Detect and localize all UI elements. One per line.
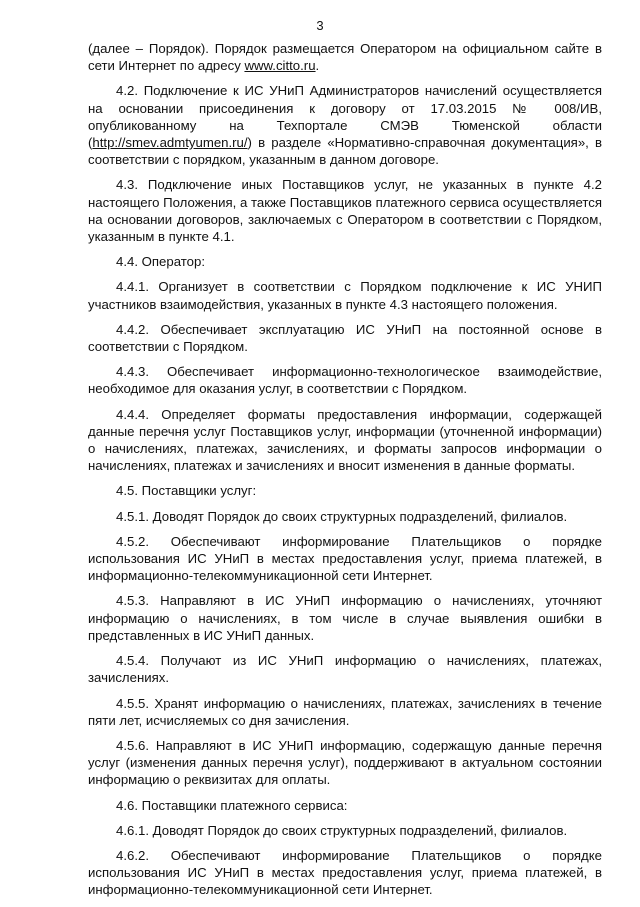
paragraph-4-4-2: 4.4.2. Обеспечивает эксплуатацию ИС УНиП на постоянной основе в соответствии с Порядком. [88,321,602,355]
paragraph-4-2-text: 4.2. Подключение к ИС УНиП Администраторов начислений осуществляется на основании присоединения к договору от 17.03.2015 № 008/ИВ, опубликованному на Техпортале СМЭВ Тюменской области ( [88,83,602,151]
section-heading-4-6: 4.6. Поставщики платежного сервиса: [116,797,348,813]
paragraph-4-5-1: 4.5.1. Доводят Порядок до своих структурных подразделений, филиалов. [116,508,568,524]
paragraph-4-5-6: 4.5.6. Направляют в ИС УНиП информацию, содержащую данные перечня услуг (изменения данных перечня услуг), поддерживают в актуальном состоянии информацию о реквизитах для оплаты. [88,737,602,788]
paragraph-4-5-2: 4.5.2. Обеспечивают информирование Плательщиков о порядке использования ИС УНиП в местах предоставления услуг, приема платежей, в информационно-телекоммуникационной сети Интернет. [88,533,602,584]
paragraph-4-4-4: 4.4.4. Определяет форматы предоставления информации, содержащей данные перечня услуг Поставщиков услуг, информации (уточненной информации) о начислениях, платежах, зачислениях, и форматы запросов информации о начислениях, платежах и зачислениях и вносит изменения в данные форматы. [88,406,602,474]
paragraph-4-2-tail: ) в разделе «Нормативно-справочная документация», в соответствии с порядком, указанным в данном договоре. [88,135,602,168]
paragraph-4-6-2: 4.6.2. Обеспечивают информирование Плательщиков о порядке использования ИС УНиП в местах предоставления услуг, приема платежей, в информационно-телекоммуникационной сети Интернет. [88,847,602,898]
paragraph-4-6-1: 4.6.1. Доводят Порядок до своих структурных подразделений, филиалов. [116,822,568,838]
paragraph-4-4-3: 4.4.3. Обеспечивает информационно-технологическое взаимодействие, необходимое для оказания услуг, в соответствии с Порядком. [88,364,602,397]
paragraph-4-3: 4.3. Подключение иных Поставщиков услуг, не указанных в пункте 4.2 настоящего Положения, а также Поставщиков платежного сервиса осуществляется на основании договоров, заключаемых с Оператором в соответствии с Порядком, указанным в пункте 4.1. [88,177,602,245]
paragraph-intro-text: (далее – Порядок). Порядок размещается Оператором на официальном сайте в сети Интернет по адресу [88,41,602,74]
section-heading-4-5: 4.5. Поставщики услуг: [116,483,257,499]
paragraph-4-5-3: 4.5.3. Направляют в ИС УНиП информацию о начислениях, уточняют информацию о начислениях, в том числе в случае выявления ошибки в представленных в ИС УНиП данных. [88,593,602,643]
document-body [88,40,602,907]
citto-link[interactable]: www.citto.ru [244,58,316,74]
page-number: 3 [316,18,324,33]
paragraph-intro-tail: . [315,58,320,74]
paragraph-4-5-4: 4.5.4. Получают из ИС УНиП информацию о начислениях, платежах, зачислениях. [88,653,602,686]
smev-link[interactable]: http://smev.admtyumen.ru/ [92,135,248,151]
paragraph-intro [88,40,602,74]
paragraph-4-2 [88,82,602,168]
paragraph-4-4-1: 4.4.1. Организует в соответствии с Порядком подключение к ИС УНИП участников взаимодействия, указанных в пункте 4.3 настоящего положения. [88,279,602,312]
section-heading-4-4: 4.4. Оператор: [116,254,205,270]
paragraph-4-5-5: 4.5.5. Хранят информацию о начислениях, платежах, зачислениях в течение пяти лет, исчисляемых со дня зачисления. [88,695,602,728]
